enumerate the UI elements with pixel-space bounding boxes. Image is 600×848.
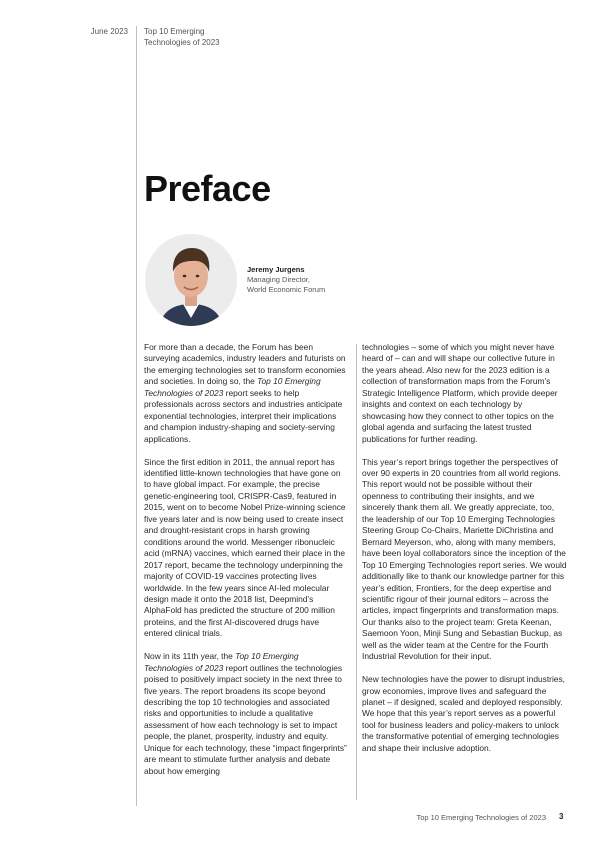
- paragraph-3-text-a: Now in its 11th year, the: [144, 651, 236, 662]
- header-vertical-rule: [136, 26, 137, 806]
- body-paragraph-2: Since the first edition in 2011, the annual report has identified little-known technologies that have gone on to have global impact. For example, the precise genetic-engineering tool, CRISPR-Cas9, featured in 2015, went on to become Nobel Prize-winning science five years later and is now being used to create insect and drought-resistant crops in harsh growing conditions around the world. Messenger ribonucleic acid (mRNA) vaccines, which earned their place in the 2017 report, became the technology underpinning the majority of COVID-19 vaccines protecting lives worldwide. In the few years since AI-led molecular design made it onto the 2018 list, Deepmind’s AlphaFold has predicted the structure of 200 million proteins, and the first AI-discovered drugs have entered clinical trials.: [144, 456, 346, 639]
- page-title: Preface: [144, 168, 271, 209]
- author-organization: World Economic Forum: [247, 285, 326, 294]
- body-paragraph-3: [144, 651, 349, 777]
- body-paragraph-4: technologies – some of which you might never have heard of – can and will shape our collective future in the years ahead. Also new for the 2023 edition is a collection of transformation maps from the Forum’s Strategic Intelligence Platform, which provide deeper insights and context on each technology by showcasing how they connect to other topics on the global agenda and surfacing the latest trusted publications for further reading.: [362, 342, 558, 444]
- author-portrait: [145, 234, 237, 326]
- author-name: Jeremy Jurgens: [247, 265, 305, 274]
- author-block: [247, 265, 325, 295]
- paragraph-3-text-b: report outlines the technologies poised to positively impact society in the next three to five years. The report broadens its scope beyond describing the top 10 technologies and associated risks and opportunities to include a qualitative assessment of how each technology is set to impact people, the planet, prosperity, industry and equity. Unique for each technology, these “impact fingerprints” are meant to stimulate further analysis and debate about how emerging: [144, 662, 347, 776]
- header-report-title: [144, 27, 284, 48]
- header-date: June 2023: [90, 27, 128, 36]
- header-title-line1: Top 10 Emerging: [144, 27, 205, 36]
- column-divider: [356, 344, 357, 800]
- body-column-left: [144, 342, 349, 789]
- report-title-italic: Top 10 Emerging Technologies of 2023: [144, 376, 321, 398]
- footer-report-title: Top 10 Emerging Technologies of 2023: [416, 813, 546, 822]
- author-role: Managing Director,: [247, 275, 310, 284]
- author-portrait-icon: [145, 234, 237, 326]
- body-paragraph-5: This year’s report brings together the perspectives of over 90 experts in 20 countries from all world regions. This report would not be possible without their openness to contributing their insights, and we sincerely thank them all. We greatly appreciate, too, the leadership of our Top 10 Emerging Technologies Steering Group Co-Chairs, Mariette DiChristina and Bernard Meyerson, who, along with many members, have been loyal collaborators since the inception of the Top 10 Emerging Technologies report series. We would additionally like to thank our knowledge partner for this year’s edition, Frontiers, for the deep expertise and scientific rigour of their journal editors – across the articles, impact fingerprints and transformation maps. Our thanks also to the project team: Greta Keenan, Saemoon Yoon, Minji Sung and Sebastian Buckup, as well as the wider team at the Centre for the Fourth Industrial Revolution for their input.: [362, 456, 567, 662]
- report-title-italic: Top 10 Emerging Technologies of 2023: [144, 651, 299, 673]
- paragraph-1-text-a: For more than a decade, the Forum has been surveying academics, industry leaders and futurists on the emerging technologies set to transform economies and societies. In doing so, the: [144, 342, 346, 387]
- paragraph-1-text-b: report seeks to help professionals across sectors and industries anticipate exponential technologies, interpret their implications and champion industry-shaping and society-serving applications.: [144, 387, 343, 444]
- body-paragraph-6: New technologies have the power to disrupt industries, grow economies, improve lives and safeguard the planet – if designed, scaled and deployed responsibly. We hope that this year’s report serves as a powerful tool for business leaders and policy-makers to unlock the transformative potential of emerging technologies and shape their inclusive adoption.: [362, 674, 565, 753]
- body-paragraph-1: [144, 342, 349, 445]
- body-column-right: [362, 342, 567, 766]
- header-title-line2: Technologies of 2023: [144, 37, 220, 47]
- page-number: 3: [559, 812, 564, 821]
